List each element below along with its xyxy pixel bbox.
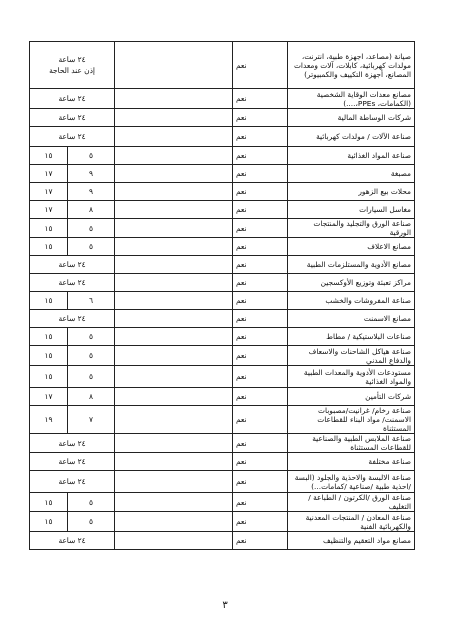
empty-cell (115, 471, 233, 493)
activity-cell: صناعة المعادن / المنتجات المعدنية والكهربائية الفنية (288, 512, 415, 532)
empty-cell (115, 292, 233, 310)
activity-cell: صناعة الآلات / مولدات كهربائية (288, 127, 415, 147)
activity-cell: صناعة الورق والتجليد والمنتجات الورقية (288, 219, 415, 238)
empty-cell (115, 127, 233, 147)
activity-cell: مصانع معدات الوقاية الشخصية (الكمامات، PPEs،....) (288, 89, 415, 109)
required-cell: نعم (233, 109, 288, 127)
table-row (30, 219, 415, 238)
hours-text: ٢٤ ساعة (58, 457, 86, 466)
activity-cell: صناعة مختلفة (288, 453, 415, 471)
table-row (30, 183, 415, 201)
table-row (30, 127, 415, 147)
start-hour-cell: ٥ (68, 493, 115, 512)
required-cell: نعم (233, 328, 288, 346)
empty-cell (115, 493, 233, 512)
activity-cell: مراكز تعبئة وتوزيع الأوكسجين (288, 274, 415, 292)
start-hour-cell: ٦ (68, 292, 115, 310)
empty-cell (115, 256, 233, 274)
end-hour-cell: ١٥ (30, 493, 68, 512)
empty-cell (115, 532, 233, 550)
required-cell: نعم (233, 256, 288, 274)
required-cell: نعم (233, 274, 288, 292)
empty-cell (115, 366, 233, 388)
empty-cell (115, 165, 233, 183)
required-cell: نعم (233, 292, 288, 310)
empty-cell (115, 453, 233, 471)
end-hour-cell: ١٥ (30, 366, 68, 388)
activity-cell: صناعة الورق /الكرتون / الطباعة / التغليف (288, 493, 415, 512)
activity-cell: مصانع الأدوية والمستلزمات الطبية (288, 256, 415, 274)
hours-cell (30, 127, 115, 147)
table-row (30, 310, 415, 328)
activity-cell: مصبغة (288, 165, 415, 183)
activity-cell: صناعة رخام/ غرانيت/مصبوبات الاسمنت/ مواد البناء للقطاعات المستثناة (288, 406, 415, 434)
hours-cell (30, 310, 115, 328)
hours-text: ٢٤ ساعة (58, 260, 86, 269)
hours-cell (30, 471, 115, 493)
empty-cell (115, 109, 233, 127)
end-hour-cell: ١٥ (30, 292, 68, 310)
hours-cell (30, 434, 115, 453)
required-cell: نعم (233, 310, 288, 328)
activities-table (29, 41, 415, 550)
required-cell: نعم (233, 165, 288, 183)
end-hour-cell: ١٥ (30, 346, 68, 366)
empty-cell (115, 201, 233, 219)
required-cell: نعم (233, 434, 288, 453)
activity-cell: شركات الوساطة المالية (288, 109, 415, 127)
required-cell: نعم (233, 471, 288, 493)
table-row (30, 147, 415, 165)
activity-cell: مصانع مواد التعقيم والتنظيف (288, 532, 415, 550)
end-hour-cell: ١٩ (30, 406, 68, 434)
start-hour-cell: ٥ (68, 512, 115, 532)
activity-cell: مستودعات الأدوية والمعدات الطبية والمواد الغذائية (288, 366, 415, 388)
hours-text: ٢٤ ساعة (58, 94, 86, 103)
end-hour-cell: ١٥ (30, 147, 68, 165)
page-number: ٣ (222, 600, 228, 611)
required-cell: نعم (233, 42, 288, 89)
table-row (30, 42, 415, 89)
empty-cell (115, 238, 233, 256)
hours-cell (30, 42, 115, 89)
required-cell: نعم (233, 512, 288, 532)
hours-text: ٢٤ ساعة (58, 132, 86, 141)
table-row (30, 388, 415, 406)
table-row (30, 165, 415, 183)
end-hour-cell: ١٥ (30, 512, 68, 532)
required-cell: نعم (233, 89, 288, 109)
end-hour-cell: ١٥ (30, 328, 68, 346)
required-cell: نعم (233, 147, 288, 165)
hours-cell (30, 109, 115, 127)
table-row (30, 434, 415, 453)
empty-cell (115, 183, 233, 201)
hours-text: ٢٤ ساعة (58, 477, 86, 486)
table-row (30, 109, 415, 127)
end-hour-cell: ١٥ (30, 238, 68, 256)
start-hour-cell: ٥ (68, 346, 115, 366)
table-row (30, 493, 415, 512)
hours-cell (30, 274, 115, 292)
empty-cell (115, 388, 233, 406)
table-row (30, 512, 415, 532)
table-row (30, 366, 415, 388)
required-cell: نعم (233, 183, 288, 201)
hours-text: ٢٤ ساعة (58, 55, 86, 64)
empty-cell (115, 274, 233, 292)
start-hour-cell: ٥ (68, 147, 115, 165)
start-hour-cell: ٩ (68, 183, 115, 201)
activity-cell: صيانة (مصاعد، اجهزة طبية، انترنت، مولدات كهربائية، كابلات، آلات ومعدات المصانع، أجهزة التكييف والكمبيوتر) (288, 42, 415, 89)
activity-cell: صناعات البلاستيكية / مطاط (288, 328, 415, 346)
start-hour-cell: ٧ (68, 406, 115, 434)
empty-cell (115, 328, 233, 346)
activity-cell: مغاسل السيارات (288, 201, 415, 219)
table-row (30, 201, 415, 219)
table-row (30, 532, 415, 550)
hours-cell (30, 256, 115, 274)
empty-cell (115, 219, 233, 238)
hours-text: ٢٤ ساعة (58, 536, 86, 545)
activity-cell: صناعة المفروشات والخشب (288, 292, 415, 310)
table-row (30, 346, 415, 366)
hours-cell (30, 89, 115, 109)
end-hour-cell: ١٧ (30, 165, 68, 183)
start-hour-cell: ٥ (68, 219, 115, 238)
table-row (30, 471, 415, 493)
activity-cell: شركات التأمين (288, 388, 415, 406)
end-hour-cell: ١٥ (30, 219, 68, 238)
table-row (30, 274, 415, 292)
empty-cell (115, 512, 233, 532)
activities-table-body (30, 42, 415, 550)
empty-cell (115, 147, 233, 165)
empty-cell (115, 346, 233, 366)
activity-cell: صناعة الالبسة والاحذية والجلود (البسة /احذية طبية /صناعية /كمامات...) (288, 471, 415, 493)
start-hour-cell: ٨ (68, 201, 115, 219)
empty-cell (115, 310, 233, 328)
activity-cell: مصانع الاعلاف (288, 238, 415, 256)
required-cell: نعم (233, 346, 288, 366)
start-hour-cell: ٥ (68, 328, 115, 346)
required-cell: نعم (233, 219, 288, 238)
empty-cell (115, 42, 233, 89)
table-row (30, 406, 415, 434)
hours-text: ٢٤ ساعة (58, 438, 86, 448)
empty-cell (115, 406, 233, 434)
start-hour-cell: ٩ (68, 165, 115, 183)
activity-cell: صناعة الملابس الطبية والصناعية للقطاعات المستثناة (288, 434, 415, 453)
activity-cell: مصانع الاسمنت (288, 310, 415, 328)
start-hour-cell: ٥ (68, 238, 115, 256)
table-row (30, 453, 415, 471)
required-cell: نعم (233, 366, 288, 388)
empty-cell (115, 434, 233, 453)
end-hour-cell: ١٧ (30, 183, 68, 201)
end-hour-cell: ١٧ (30, 201, 68, 219)
table-row (30, 238, 415, 256)
required-cell: نعم (233, 201, 288, 219)
hours-cell (30, 532, 115, 550)
required-cell: نعم (233, 406, 288, 434)
activity-cell: صناعة هياكل الشاحنات والاسعاف والدفاع المدني (288, 346, 415, 366)
required-cell: نعم (233, 238, 288, 256)
hours-text: ٢٤ ساعة (58, 314, 86, 323)
empty-cell (115, 89, 233, 109)
end-hour-cell: ١٧ (30, 388, 68, 406)
required-cell: نعم (233, 493, 288, 512)
table-row (30, 292, 415, 310)
required-cell: نعم (233, 453, 288, 471)
hours-cell (30, 453, 115, 471)
activity-cell: صناعة المواد الغذائية (288, 147, 415, 165)
hours-text: ٢٤ ساعة (58, 278, 86, 287)
start-hour-cell: ٨ (68, 388, 115, 406)
hours-note: إذن عند الحاجة (49, 66, 95, 75)
required-cell: نعم (233, 532, 288, 550)
table-row (30, 256, 415, 274)
hours-text: ٢٤ ساعة (58, 113, 86, 122)
activity-cell: محلات بيع الزهور (288, 183, 415, 201)
table-row (30, 328, 415, 346)
required-cell: نعم (233, 388, 288, 406)
required-cell: نعم (233, 127, 288, 147)
table-row (30, 89, 415, 109)
start-hour-cell: ٥ (68, 366, 115, 388)
